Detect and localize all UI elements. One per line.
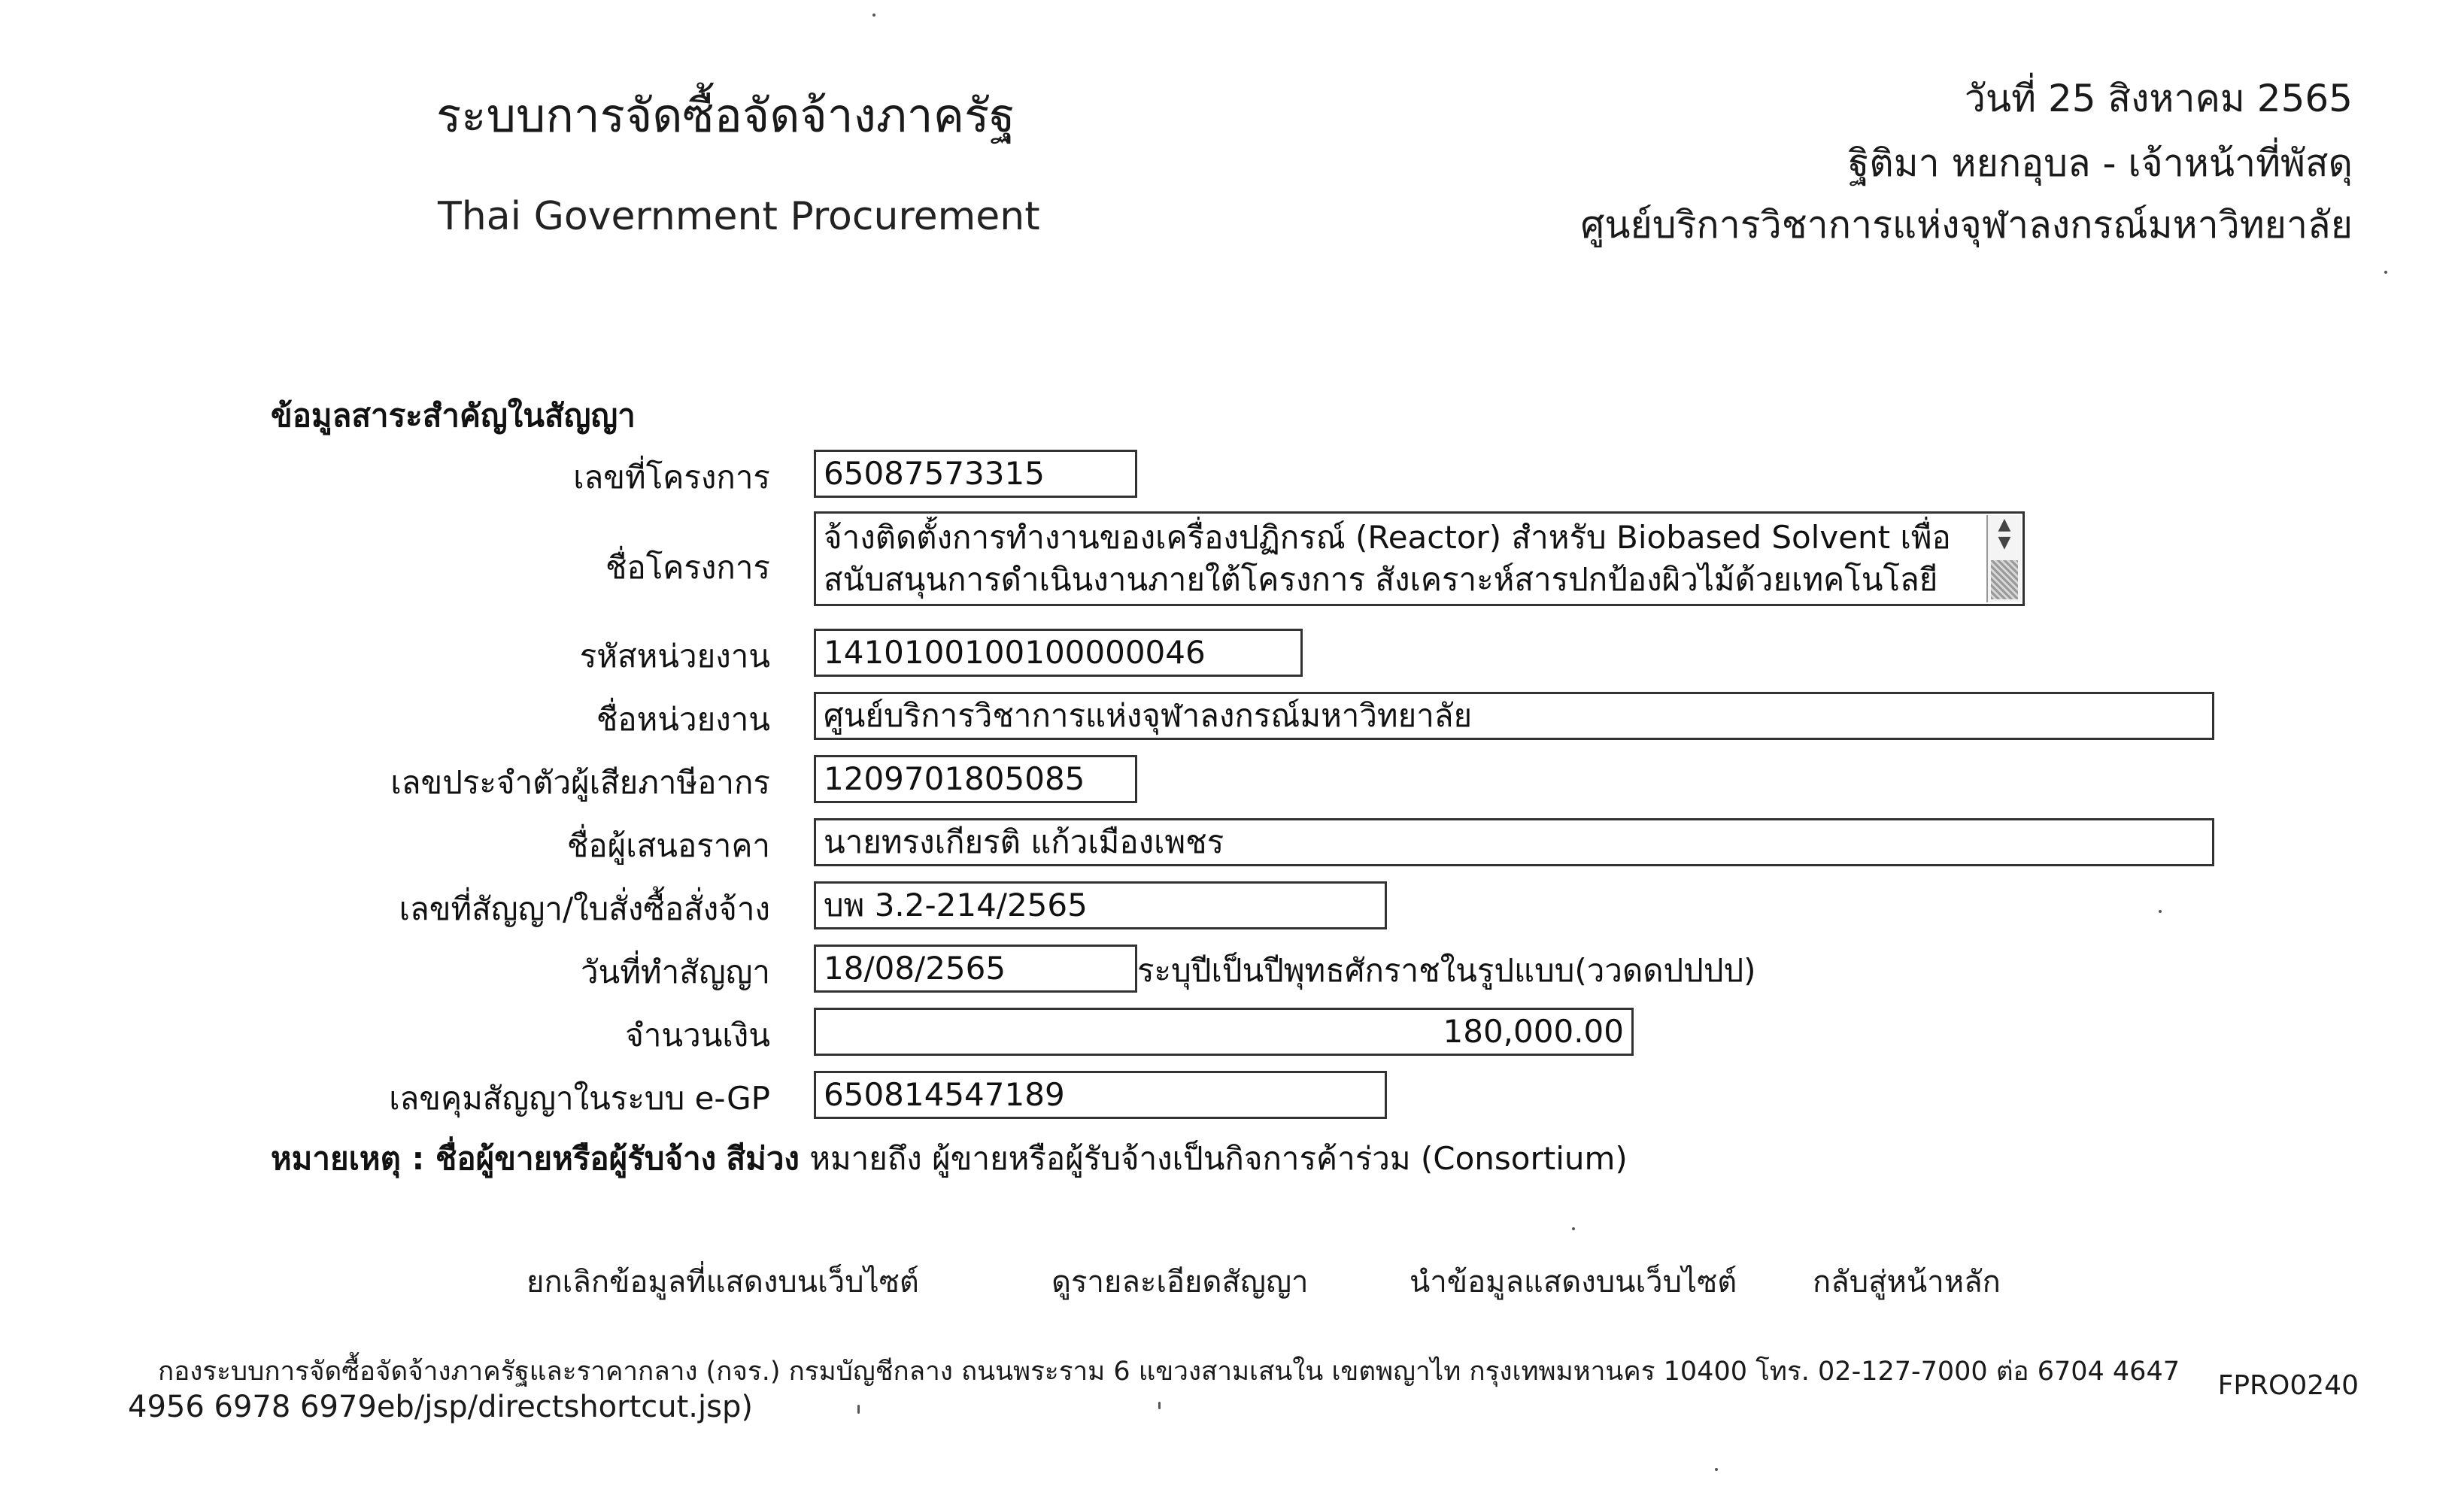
scroll-up-arrow-icon[interactable]: ▲ bbox=[1998, 515, 2011, 534]
scan-speck bbox=[872, 14, 875, 17]
unit-name-label: ชื่อหน่วยงาน bbox=[596, 701, 770, 738]
project-name-scrollbar[interactable] bbox=[1986, 515, 2021, 602]
unit-name-field[interactable] bbox=[814, 692, 2214, 740]
contract-date-field[interactable] bbox=[814, 945, 1137, 993]
section-title: ข้อมูลสาระสำคัญในสัญญา bbox=[271, 397, 636, 434]
header-date: วันที่ 25 สิงหาคม 2565 bbox=[1964, 77, 2353, 120]
contract-no-value: บพ 3.2-214/2565 bbox=[824, 887, 1088, 923]
scrollbar-thumb[interactable] bbox=[1991, 560, 2018, 599]
tax-id-label: เลขประจำตัวผู้เสียภาษีอากร bbox=[390, 764, 770, 801]
unit-code-value: 1410100100100000046 bbox=[824, 634, 1206, 671]
footer-url: 4956 6978 6979eb/jsp/directshortcut.jsp) bbox=[128, 1390, 753, 1424]
scroll-down-arrow-icon[interactable]: ▼ bbox=[1998, 533, 2011, 552]
tax-id-field[interactable] bbox=[814, 755, 1137, 803]
amount-field[interactable] bbox=[814, 1008, 1634, 1056]
unit-code-label: รหัสหน่วยงาน bbox=[579, 638, 770, 675]
tax-id-value: 1209701805085 bbox=[824, 760, 1085, 797]
bidder-name-field[interactable] bbox=[814, 818, 2214, 866]
header-user: ฐิติมา หยกอุบล - เจ้าหน้าที่พัสดุ bbox=[1848, 141, 2353, 185]
publish-web-display-link[interactable]: นำข้อมูลแสดงบนเว็บไซต์ bbox=[1410, 1265, 1737, 1299]
egp-control-no-label: เลขคุมสัญญาในระบบ e-GP bbox=[389, 1080, 770, 1117]
unit-code-field[interactable] bbox=[814, 629, 1303, 677]
page-code: FPRO0240 bbox=[2217, 1370, 2359, 1401]
project-no-value: 65087573315 bbox=[824, 455, 1045, 492]
header-organization: ศูนย์บริการวิชาการแห่งจุฬาลงกรณ์มหาวิทยาลัย bbox=[1580, 203, 2353, 247]
contract-no-label: เลขที่สัญญา/ใบสั่งซื้อสั่งจ้าง bbox=[399, 890, 770, 927]
project-name-label: ชื่อโครงการ bbox=[605, 549, 770, 586]
scan-speck bbox=[2384, 271, 2387, 274]
note-prefix: หมายเหตุ : ชื่อผู้ขายหรือผู้รับจ้าง bbox=[271, 1140, 717, 1177]
system-title-english: Thai Government Procurement bbox=[438, 194, 1040, 239]
project-no-field[interactable] bbox=[814, 450, 1137, 498]
cancel-web-display-link[interactable]: ยกเลิกข้อมูลที่แสดงบนเว็บไซต์ bbox=[526, 1265, 919, 1299]
contract-date-label: วันที่ทำสัญญา bbox=[580, 954, 770, 990]
back-to-home-link[interactable]: กลับสู่หน้าหลัก bbox=[1813, 1265, 2001, 1299]
footer-address: กองระบบการจัดซื้อจัดจ้างภาครัฐและราคากลาง (กจร.) กรมบัญชีกลาง ถนนพระราม 6 แขวงสามเสนใน เขตพญาไท กรุงเทพมหานคร 10400 โทร. 02-127-7000 ต่อ 6704 4647 bbox=[158, 1357, 2180, 1387]
scan-speck bbox=[1572, 1227, 1575, 1230]
bidder-name-value: นายทรงเกียรติ แก้วเมืองเพชร bbox=[824, 823, 1224, 860]
view-contract-detail-link[interactable]: ดูรายละเอียดสัญญา bbox=[1051, 1265, 1309, 1299]
scan-speck bbox=[1715, 1468, 1718, 1471]
project-name-textarea[interactable] bbox=[814, 511, 2025, 606]
egp-control-no-field[interactable] bbox=[814, 1071, 1387, 1119]
amount-value: 180,000.00 bbox=[1443, 1013, 1624, 1050]
project-no-label: เลขที่โครงการ bbox=[573, 459, 770, 496]
scan-speck bbox=[1158, 1402, 1161, 1409]
note-highlight: สีม่วง bbox=[726, 1140, 800, 1177]
contract-date-value: 18/08/2565 bbox=[824, 950, 1006, 987]
project-name-value: จ้างติดตั้งการทำงานของเครื่องปฏิกรณ์ (Reactor) สำหรับ Biobased Solvent เพื่อ สนับสนุนการดำเนินงานภายใต้โครงการ สังเคราะห์สารปกป้องผิวไม้ด้วยเทคโนโลยี bbox=[824, 519, 1951, 598]
system-title-thai: ระบบการจัดซื้อจัดจ้างภาครัฐ bbox=[436, 88, 1015, 143]
note-suffix: หมายถึง ผู้ขายหรือผู้รับจ้างเป็นกิจการค้าร่วม (Consortium) bbox=[809, 1140, 1628, 1177]
scan-speck bbox=[2159, 910, 2162, 913]
egp-control-no-value: 650814547189 bbox=[824, 1076, 1065, 1113]
scan-speck bbox=[857, 1405, 860, 1414]
bidder-name-label: ชื่อผู้เสนอราคา bbox=[566, 827, 770, 864]
amount-label: จำนวนเงิน bbox=[625, 1017, 770, 1054]
contract-no-field[interactable] bbox=[814, 881, 1387, 929]
contract-date-hint: ระบุปีเป็นปีพุทธศักราชในรูปแบบ(ววดดปปปป) bbox=[1137, 952, 1756, 989]
consortium-note bbox=[271, 1134, 1628, 1184]
unit-name-value: ศูนย์บริการวิชาการแห่งจุฬาลงกรณ์มหาวิทยาลัย bbox=[824, 697, 1473, 734]
